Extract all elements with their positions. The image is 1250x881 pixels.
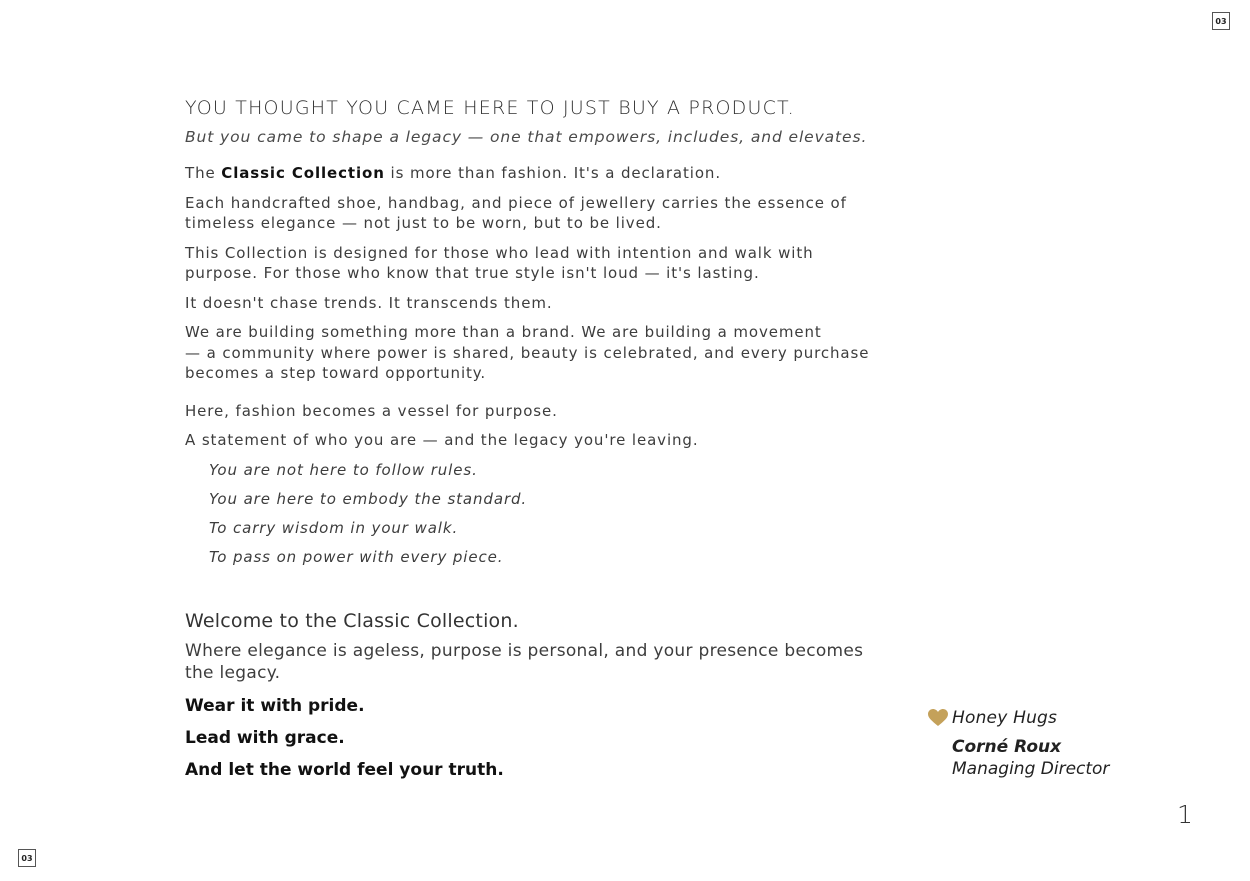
vessel-paragraph: Here, fashion becomes a vessel for purpose. [185,401,558,420]
craft-paragraph [185,193,905,234]
trends-paragraph: It doesn't chase trends. It transcends them. [185,293,553,312]
page-number: 1 [1177,800,1193,829]
purpose-line-1: This Collection is designed for those who lead with intention and walk with [185,243,814,262]
signer-role: Managing Director [952,759,1110,779]
movement-line-3: becomes a step toward opportunity. [185,364,487,382]
mantra-line: You are here to embody the standard. [209,489,528,508]
page-tag-top: 03 [1212,12,1230,30]
welcome-line-1: Where elegance is ageless, purpose is personal, and your presence becomes [185,640,864,661]
brand-row [928,708,1109,728]
welcome-line-2: the legacy. [185,663,281,683]
page-title: YOU THOUGHT YOU CAME HERE TO JUST BUY A PRODUCT. [185,97,795,119]
movement-paragraph [185,322,905,384]
signature-block [928,708,1109,780]
craft-line-1: Each handcrafted shoe, handbag, and piece of jewellery carries the essence of [185,193,847,212]
intro-paragraph [185,163,905,184]
mantra-line: You are not here to follow rules. [209,460,478,479]
welcome-text [185,640,905,685]
heart-icon [928,709,948,727]
page-tag-bottom: 03 [18,849,36,867]
closing-line: Lead with grace. [185,727,345,748]
closing-line: And let the world feel your truth. [185,759,504,780]
craft-line-2: timeless elegance — not just to be worn, but to be lived. [185,214,662,232]
purpose-paragraph [185,243,905,284]
collection-name: Classic Collection [221,164,385,182]
mantra-line: To pass on power with every piece. [209,547,504,566]
main-content [185,96,905,781]
signer-name: Corné Roux [952,737,1062,757]
mantra-line: To carry wisdom in your walk. [209,518,459,537]
purpose-line-2: purpose. For those who know that true style isn't loud — it's lasting. [185,264,760,282]
movement-line-2: — a community where power is shared, beauty is celebrated, and every purchase [185,343,870,362]
intro-text-post: is more than fashion. It's a declaration. [384,164,721,182]
brand-name: Honey Hugs [952,708,1058,728]
page-subtitle: But you came to shape a legacy — one that empowers, includes, and elevates. [185,128,868,146]
intro-text-pre: The [185,164,222,182]
welcome-title: Welcome to the Classic Collection. [185,609,519,632]
statement-paragraph: A statement of who you are — and the legacy you're leaving. [185,431,699,449]
movement-line-1: We are building something more than a brand. We are building a movement [185,323,822,341]
closing-line: Wear it with pride. [185,695,365,716]
